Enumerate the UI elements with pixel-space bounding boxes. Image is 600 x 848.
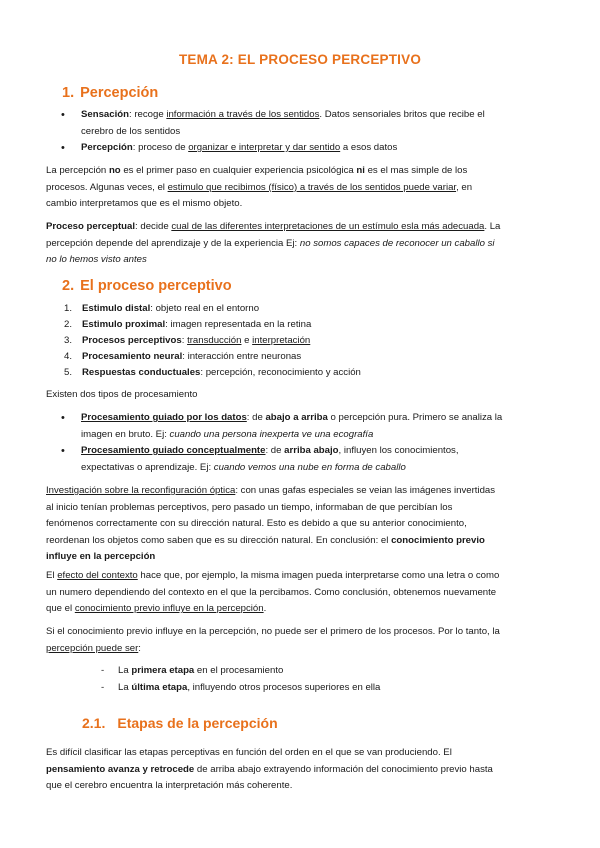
- text: : percepción, reconocimiento y acción: [200, 367, 361, 378]
- text: , influyendo otros procesos superiores en ella: [187, 682, 381, 693]
- text: expectativas o aprendizaje. Ej:: [81, 461, 214, 473]
- section-number: 2.1.: [82, 715, 106, 731]
- underlined-text: percepción puede ser: [46, 642, 139, 654]
- example-text: cuando una persona inexperta ve una ecografía: [169, 428, 374, 440]
- term: Proceso perceptual: [46, 221, 136, 232]
- section-number: 1.: [62, 85, 75, 101]
- paragraph-conocimiento-previo: [46, 624, 561, 657]
- text: La: [118, 665, 132, 676]
- term: Estimulo distal: [82, 303, 151, 314]
- underlined-text: cual de las diferentes interpretaciones de un estímulo esla más adecuada: [171, 221, 485, 232]
- text: e: [241, 335, 253, 346]
- text: : imagen representada en la retina: [165, 319, 312, 330]
- text: o percepción pura. Primero se analiza la: [327, 412, 503, 423]
- text: de arriba abajo extrayendo información del conocimiento previo hasta: [194, 763, 493, 775]
- bullet-procesamiento-datos: [81, 410, 559, 443]
- emphasis: arriba abajo: [284, 445, 339, 456]
- term: Respuestas conductuales: [82, 367, 201, 378]
- dash-marker: -: [101, 665, 105, 676]
- text: Es difícil clasificar las etapas perceptivas en función del orden en el que se van produciendo. El: [46, 747, 452, 758]
- emphasis: pensamiento avanza y retrocede: [46, 763, 195, 775]
- section-title: Percepción: [80, 85, 159, 101]
- emphasis: última etapa: [131, 682, 188, 693]
- term: Sensación: [81, 109, 129, 120]
- text: La percepción: [46, 165, 109, 176]
- list-item: [64, 365, 361, 381]
- section-title: Etapas de la percepción: [117, 715, 278, 731]
- paragraph-etapas: [46, 745, 561, 795]
- text: que el cerebro encuentra la interpretación más coherente.: [46, 780, 293, 792]
- text: imagen en bruto. Ej:: [81, 428, 170, 440]
- underlined-text: estimulo que recibimos (físico) a través de los sentidos puede variar: [167, 181, 457, 193]
- text: :: [181, 335, 188, 346]
- term: Procesamiento guiado por los datos: [81, 412, 247, 423]
- list-item: [64, 349, 302, 365]
- text: .: [263, 603, 267, 615]
- emphasis: ni: [356, 165, 365, 176]
- underlined-text: organizar e interpretar y dar sentido: [188, 142, 341, 153]
- example-text: no somos capaces de reconocer un caballo si: [299, 237, 495, 249]
- text: . La: [484, 221, 501, 232]
- text: , en: [456, 181, 473, 193]
- text: :: [138, 642, 141, 654]
- section-number: 2.: [62, 278, 75, 294]
- list-number: 5.: [64, 367, 73, 378]
- section-heading-percepcion: [62, 85, 158, 101]
- list-item: [64, 333, 311, 349]
- dash-marker: -: [101, 682, 105, 693]
- term: Procesamiento guiado conceptualmente: [81, 445, 266, 456]
- text: El: [46, 570, 58, 581]
- document-title: TEMA 2: EL PROCESO PERCEPTIVO: [178, 52, 422, 67]
- term: Percepción: [81, 142, 133, 153]
- underlined-text: Investigación sobre la reconfiguración óptica: [46, 485, 236, 496]
- paragraph-reconfiguracion-optica: [46, 483, 561, 566]
- underlined-text: transducción: [187, 335, 242, 346]
- list-number: 1.: [64, 303, 73, 314]
- term: Procesamiento neural: [82, 351, 183, 362]
- section-title: El proceso perceptivo: [80, 278, 232, 294]
- paragraph-proceso-perceptual: [46, 219, 561, 269]
- text: : recoge: [129, 109, 167, 120]
- text: : interacción entre neuronas: [182, 351, 302, 362]
- emphasis: abajo a arriba: [265, 412, 328, 423]
- dash-item: [101, 663, 284, 679]
- term: Procesos perceptivos: [82, 335, 182, 346]
- text: : de: [246, 412, 266, 423]
- list-item: [64, 317, 312, 333]
- emphasis: conocimiento previo: [391, 534, 485, 546]
- bullet-percepcion: [81, 140, 559, 157]
- text: es el primer paso en cualquier experiencia psicológica: [120, 165, 357, 176]
- text: : de: [265, 445, 285, 456]
- underlined-text: información a través de los sentidos: [166, 109, 320, 120]
- text: es el mas simple de los: [364, 165, 468, 176]
- text: Si el conocimiento previo influye en la percepción, no puede ser el primero de los procesos. Por lo tanto, la: [46, 626, 500, 637]
- text: La: [118, 682, 132, 693]
- text: : con unas gafas especiales se veian las imágenes invertidas: [235, 485, 496, 496]
- list-item: [64, 301, 260, 317]
- text: un numero dependiendo del contexto en el que la percibamos. Como conclusión, obtenemos nuevamente: [46, 586, 497, 598]
- text: : objeto real en el entorno: [150, 303, 260, 314]
- paragraph-tipos-procesamiento: Existen dos tipos de procesamiento: [46, 389, 198, 400]
- text: , influyen los conocimientos,: [338, 445, 459, 456]
- list-number: 4.: [64, 351, 73, 362]
- text: reordenan los objetos como saben que es su dirección natural. En conclusión: el: [46, 534, 392, 546]
- example-text: cuando vemos una nube en forma de caballo: [213, 461, 406, 473]
- text: cambio interpretamos que es el mismo objeto.: [46, 198, 243, 210]
- text: en el procesamiento: [194, 665, 284, 676]
- text: que el: [46, 603, 75, 615]
- list-number: 2.: [64, 319, 73, 330]
- paragraph-percepcion-intro: [46, 163, 561, 213]
- underlined-text: interpretación: [252, 335, 311, 346]
- section-heading-proceso-perceptivo: [62, 278, 232, 294]
- text: . Datos sensoriales britos que recibe el: [319, 109, 485, 120]
- emphasis: influye en la percepción: [46, 551, 156, 563]
- paragraph-efecto-contexto: [46, 568, 561, 618]
- text: percepción depende del aprendizaje y de la experiencia Ej:: [46, 237, 300, 249]
- subsection-heading-etapas: [82, 715, 278, 731]
- emphasis: primera etapa: [131, 665, 195, 676]
- text: al inicio tenían problemas perceptivos, pero pasado un tiempo, informaban de que percibían los: [46, 501, 453, 513]
- text: fenómenos correctamente con su dirección natural. Esto es debido a que su anterior conocimiento,: [46, 518, 467, 530]
- text: cerebro de los sentidos: [81, 125, 181, 137]
- text: a esos datos: [340, 142, 398, 153]
- text: : proceso de: [132, 142, 189, 153]
- bullet-procesamiento-conceptual: [81, 443, 559, 476]
- text: procesos. Algunas veces, el: [46, 181, 168, 193]
- bullet-sensacion: [81, 107, 559, 140]
- emphasis: no: [108, 165, 121, 176]
- underlined-text: conocimiento previo influye en la percepción: [74, 603, 264, 615]
- example-text: no lo hemos visto antes: [46, 254, 147, 266]
- dash-item: [101, 680, 381, 696]
- underlined-text: efecto del contexto: [57, 570, 138, 581]
- list-number: 3.: [64, 335, 73, 346]
- term: Estimulo proximal: [82, 319, 166, 330]
- text: hace que, por ejemplo, la misma imagen pueda interpretarse como una letra o como: [137, 570, 500, 581]
- text: : decide: [135, 221, 172, 232]
